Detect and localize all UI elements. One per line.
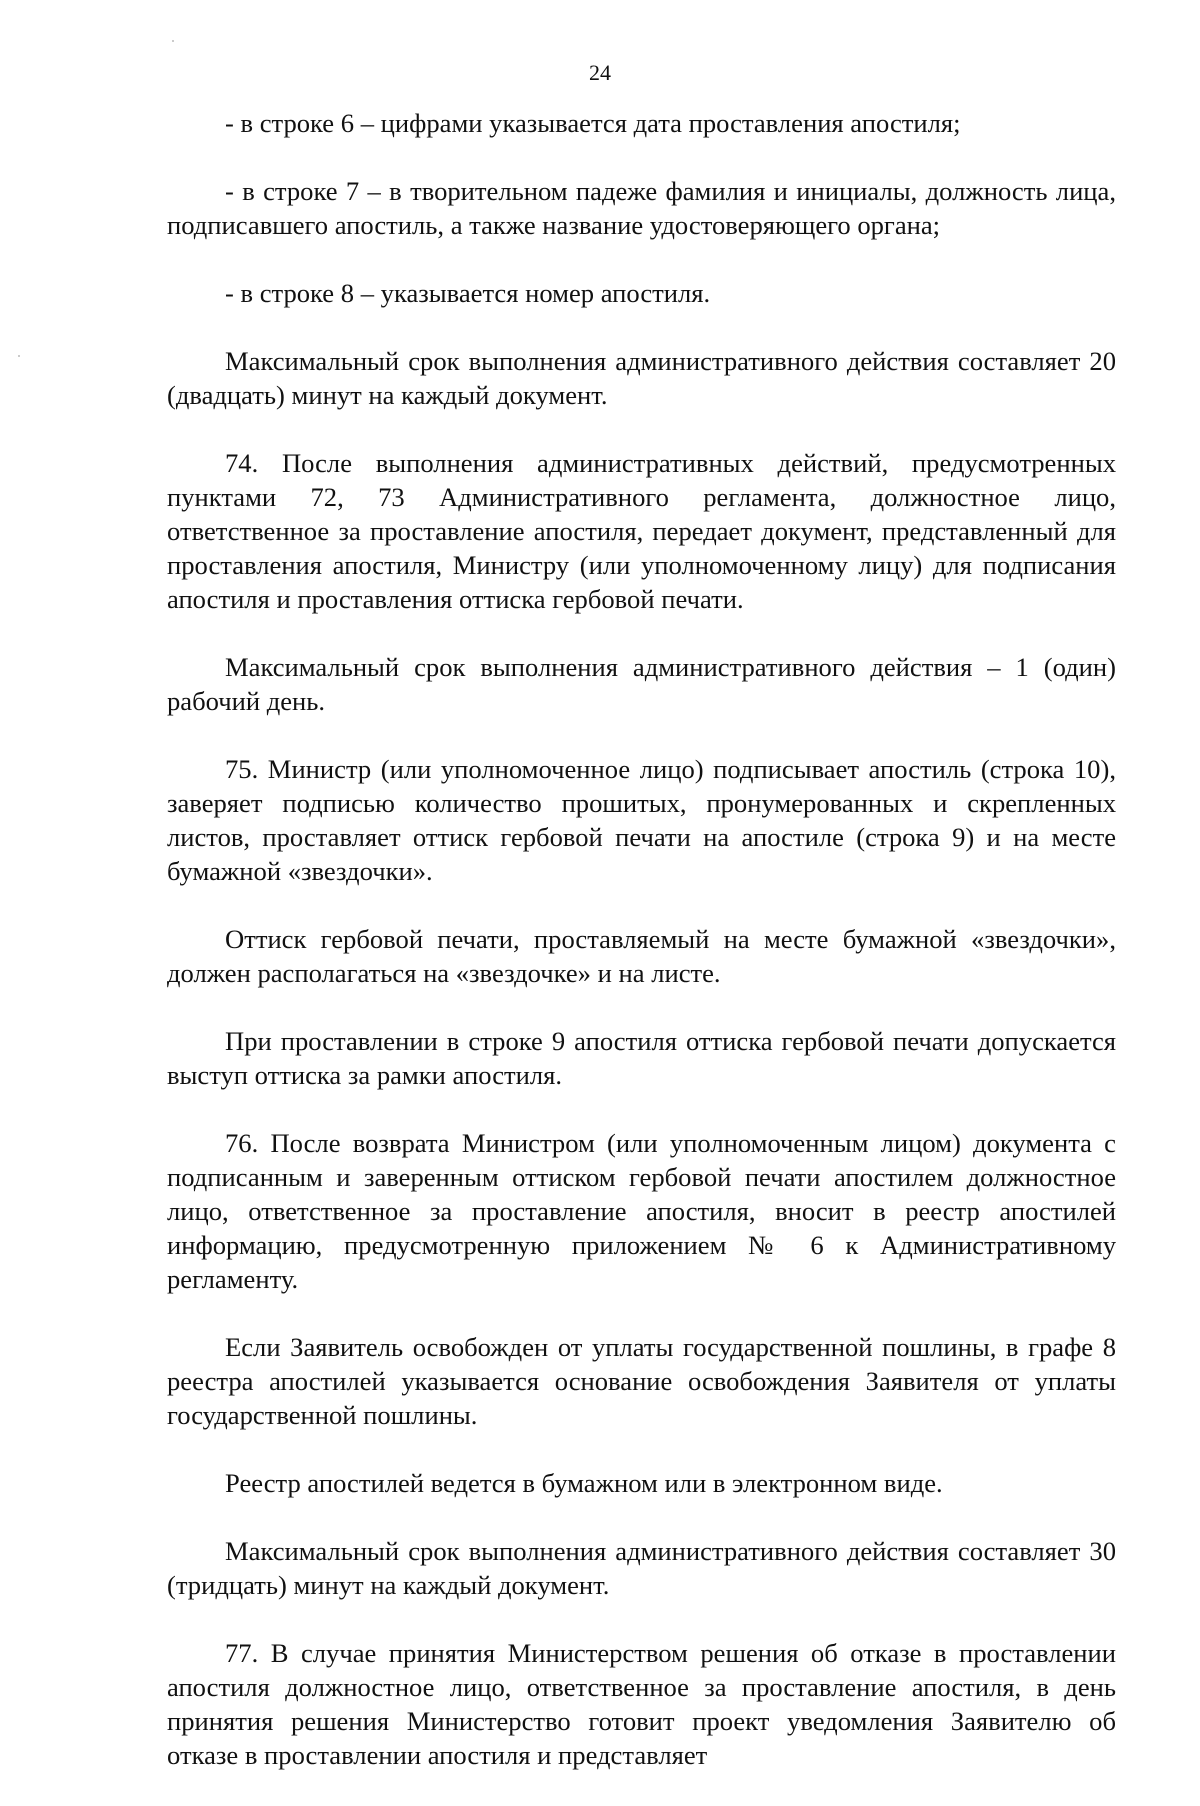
paragraph-item-77: 77. В случае принятия Министерством решения об отказе в проставлении апостиля должностное лицо, ответственное за проставление апостиля, в день принятия решения Министерство готовит проект уведомления Заявителю об отказе в проставлении апостиля и представляет — [167, 1638, 1116, 1770]
paragraph-seal-overhang: При проставлении в строке 9 апостиля оттиска гербовой печати допускается выступ оттиска за рамки апостиля. — [167, 1026, 1116, 1090]
scan-artifact — [172, 40, 174, 42]
paragraph-line-7: - в строке 7 – в творительном падеже фамилия и инициалы, должность лица, подписавшего апостиль, а также название удостоверяющего органа; — [167, 176, 1116, 240]
document-body — [167, 106, 1116, 1806]
paragraph-deadline-1-day: Максимальный срок выполнения административного действия – 1 (один) рабочий день. — [167, 652, 1116, 716]
paragraph-item-74: 74. После выполнения административных действий, предусмотренных пунктами 72, 73 Административного регламента, должностное лицо, ответственное за проставление апостиля, передает документ, представленный для проставления апостиля, Министру (или уполномоченному лицу) для подписания апостиля и проставления оттиска гербовой печати. — [167, 448, 1116, 614]
paragraph-deadline-30-min: Максимальный срок выполнения административного действия составляет 30 (тридцать) минут на каждый документ. — [167, 1536, 1116, 1600]
page-number: 24 — [589, 60, 611, 85]
paragraph-registry-format: Реестр апостилей ведется в бумажном или в электронном виде. — [225, 1468, 943, 1498]
paragraph-seal-imprint: Оттиск гербовой печати, проставляемый на месте бумажной «звездочки», должен располагаться на «звездочке» и на листе. — [167, 924, 1116, 988]
paragraph-deadline-20-min: Максимальный срок выполнения административного действия составляет 20 (двадцать) минут на каждый документ. — [167, 346, 1116, 410]
paragraph-item-76: 76. После возврата Министром (или уполномоченным лицом) документа с подписанным и заверенным оттиском гербовой печати апостилем должностное лицо, ответственное за проставление апостиля, вносит в реестр апостилей информацию, предусмотренную приложением № 6 к Административному регламенту. — [167, 1128, 1116, 1294]
paragraph-line-8: - в строке 8 – указывается номер апостиля. — [225, 278, 711, 308]
scan-artifact — [18, 355, 20, 357]
paragraph-fee-exemption: Если Заявитель освобожден от уплаты государственной пошлины, в графе 8 реестра апостилей указывается основание освобождения Заявителя от уплаты государственной пошлины. — [167, 1332, 1116, 1430]
paragraph-item-75: 75. Министр (или уполномоченное лицо) подписывает апостиль (строка 10), заверяет подписью количество прошитых, пронумерованных и скрепленных листов, проставляет оттиск гербовой печати на апостиле (строка 9) и на месте бумажной «звездочки». — [167, 754, 1116, 886]
paragraph-line-6: - в строке 6 – цифрами указывается дата проставления апостиля; — [225, 108, 961, 138]
